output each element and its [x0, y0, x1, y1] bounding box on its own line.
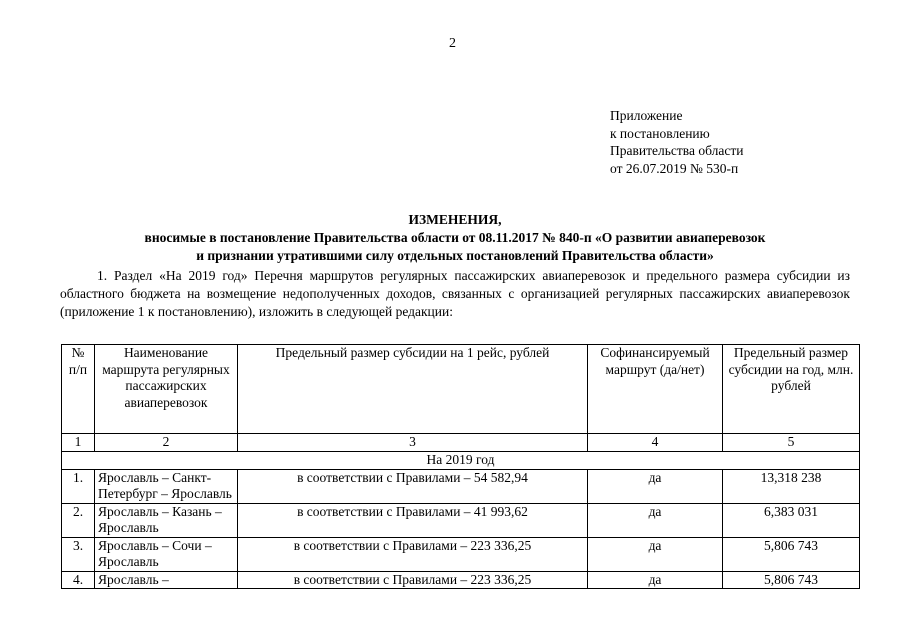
appendix-line: к постановлению — [610, 125, 710, 141]
row-subsidy: в соответствии с Правилами – 54 582,94 — [238, 469, 588, 503]
document-heading — [60, 211, 850, 265]
row-number: 3. — [62, 537, 95, 571]
header-cell-cofinanced: Софинансируемый маршрут (да/нет) — [588, 345, 723, 434]
page-number: 2 — [449, 36, 456, 51]
row-route: Ярославль – Сочи – Ярославль — [95, 537, 238, 571]
header-cell-subsidy-per-flight: Предельный размер субсидии на 1 рейс, рублей — [238, 345, 588, 434]
subsidy-table — [61, 344, 860, 589]
column-number-cell: 4 — [588, 434, 723, 452]
row-cofinanced: да — [588, 469, 723, 503]
row-cofinanced: да — [588, 503, 723, 537]
heading-subtitle-line: вносимые в постановление Правительства области от 08.11.2017 № 840-п «О развитии авиаперевозок — [144, 230, 766, 245]
row-subsidy: в соответствии с Правилами – 223 336,25 — [238, 571, 588, 589]
row-annual-limit: 5,806 743 — [723, 571, 860, 589]
row-number: 1. — [62, 469, 95, 503]
table-row — [62, 503, 860, 537]
column-number-cell: 2 — [95, 434, 238, 452]
column-number-cell: 3 — [238, 434, 588, 452]
row-route: Ярославль – Санкт-Петербург – Ярославль — [95, 469, 238, 503]
appendix-line: Приложение — [610, 108, 683, 123]
column-number-cell: 5 — [723, 434, 860, 452]
heading-subtitle-line: и признании утратившими силу отдельных постановлений Правительства области» — [196, 248, 714, 263]
table-row — [62, 469, 860, 503]
row-subsidy: в соответствии с Правилами – 223 336,25 — [238, 537, 588, 571]
header-cell-number: № п/п — [62, 345, 95, 434]
row-annual-limit: 5,806 743 — [723, 537, 860, 571]
heading-title: ИЗМЕНЕНИЯ, — [408, 212, 502, 227]
header-cell-annual-limit: Предельный размер субсидии на год, млн. рублей — [723, 345, 860, 434]
section-row — [62, 451, 860, 469]
row-number: 4. — [62, 571, 95, 589]
header-cell-route: Наименование маршрута регулярных пассажирских авиаперевозок — [95, 345, 238, 434]
row-cofinanced: да — [588, 571, 723, 589]
row-route: Ярославль – — [95, 571, 238, 589]
row-cofinanced: да — [588, 537, 723, 571]
row-annual-limit: 6,383 031 — [723, 503, 860, 537]
row-route: Ярославль – Казань – Ярославль — [95, 503, 238, 537]
column-number-row — [62, 434, 860, 452]
appendix-line: Правительства области — [610, 143, 744, 158]
row-subsidy: в соответствии с Правилами – 41 993,62 — [238, 503, 588, 537]
body-paragraph: 1. Раздел «На 2019 год» Перечня маршрутов регулярных пассажирских авиаперевозок и предельного размера субсидии из областного бюджета на возмещение недополученных доходов, связанных с организацией регулярных пассажирских авиаперевозок (приложение 1 к постановлению), изложить в следующей редакции: — [60, 268, 850, 319]
appendix-line: от 26.07.2019 № 530-п — [610, 160, 739, 176]
row-number: 2. — [62, 503, 95, 537]
column-number-cell: 1 — [62, 434, 95, 452]
table-row — [62, 571, 860, 589]
row-annual-limit: 13,318 238 — [723, 469, 860, 503]
section-title: На 2019 год — [62, 451, 860, 469]
table-row — [62, 537, 860, 571]
table-header-row — [62, 345, 860, 434]
appendix-block — [610, 107, 743, 177]
